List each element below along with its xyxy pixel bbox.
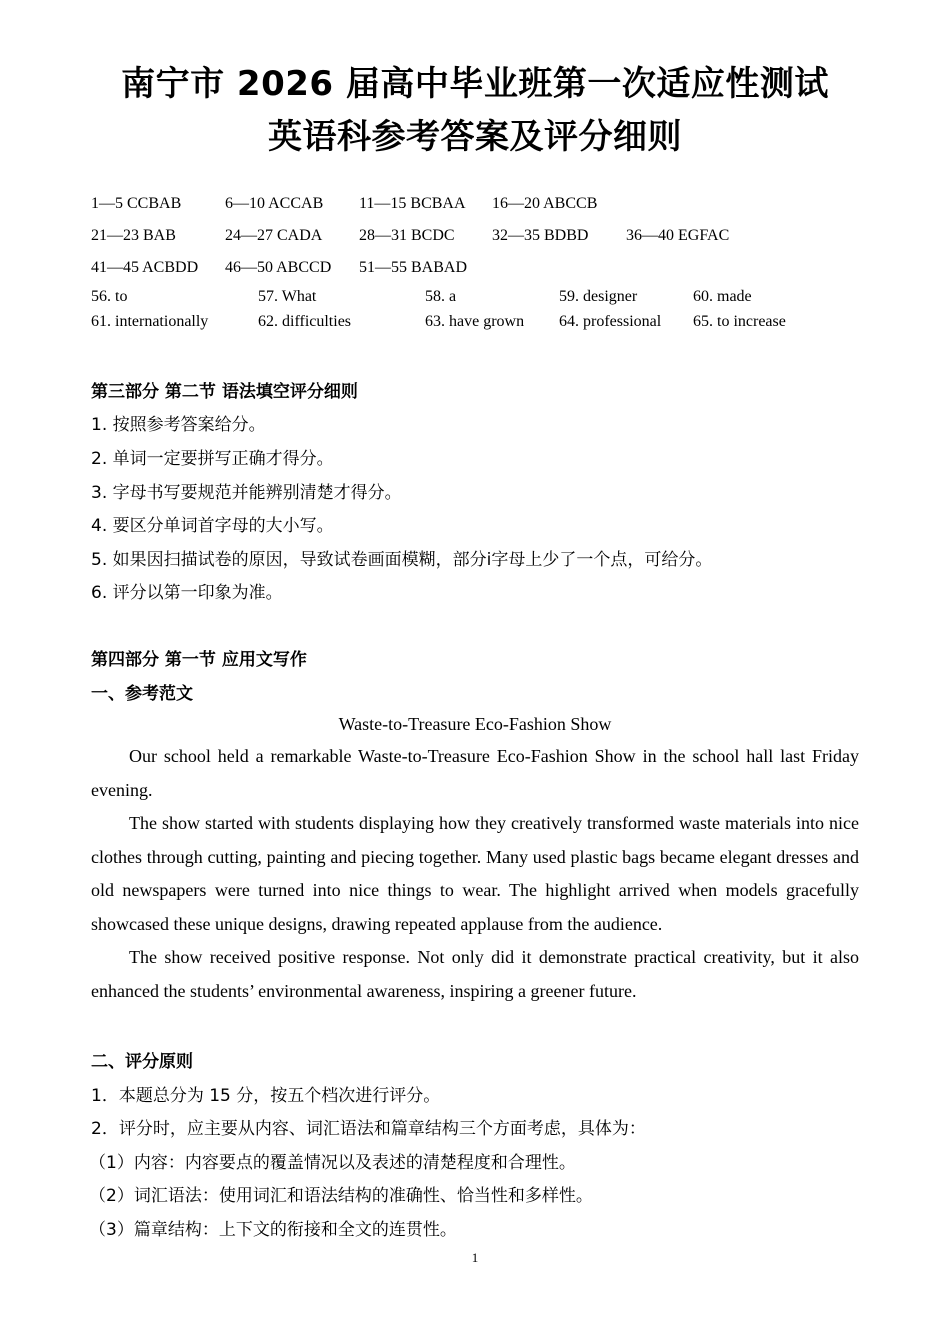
- essay-title: Waste-to-Treasure Eco-Fashion Show: [338, 714, 612, 734]
- answer-item: 57. What: [258, 288, 317, 305]
- answer-item: 65. to increase: [693, 313, 786, 330]
- page-title-line2: 英语科参考答案及评分细则: [268, 117, 682, 157]
- essay-paragraph: Our school held a remarkable Waste-to-Treasure Eco-Fashion Show in the school hall last Friday evening.: [91, 746, 859, 800]
- essay-paragraph: The show started with students displaying how they creatively transformed waste materials into nice clothes through cutting, painting and piecing together. Many used plastic bags became elegant dresses and old newspapers were turned into nice things to wear. The highlight arrived when models gracefully showcased these unique designs, drawing repeated applause from the audience.: [91, 813, 859, 934]
- grading-principles-heading: 二、评分原则: [91, 1052, 193, 1072]
- answer-item: 61. internationally: [91, 313, 209, 330]
- answer-item: 41—45 ACBDD: [91, 259, 199, 276]
- answer-item: 28—31 BCDC: [359, 227, 455, 244]
- grammar-rule: 5. 如果因扫描试卷的原因，导致试卷画面模糊，部分i字母上少了一个点，可给分。: [91, 550, 713, 570]
- answer-item: 60. made: [693, 288, 752, 305]
- answer-item: 62. difficulties: [258, 313, 352, 330]
- sample-essay-heading: 一、参考范文: [91, 684, 193, 704]
- answer-item: 64. professional: [559, 313, 662, 330]
- grammar-rule: 1. 按照参考答案给分。: [91, 415, 266, 435]
- principle-line: （1）内容：内容要点的覆盖情况以及表述的清楚程度和合理性。: [89, 1153, 576, 1173]
- answer-item: 46—50 ABCCD: [225, 259, 332, 276]
- answer-item: 56. to: [91, 288, 128, 305]
- answer-item: 58. a: [425, 288, 457, 305]
- principle-line: 2．评分时，应主要从内容、词汇语法和篇章结构三个方面考虑，具体为：: [91, 1119, 646, 1139]
- answer-item: 16—20 ABCCB: [492, 195, 598, 212]
- principle-line: （2）词汇语法：使用词汇和语法结构的准确性、恰当性和多样性。: [89, 1186, 593, 1206]
- page-number: 1: [471, 1250, 479, 1265]
- answer-item: 21—23 BAB: [91, 227, 176, 244]
- grammar-rule: 2. 单词一定要拼写正确才得分。: [91, 449, 334, 469]
- answer-item: 24—27 CADA: [225, 227, 323, 244]
- answer-item: 51—55 BABAD: [359, 259, 468, 276]
- essay-paragraph: The show received positive response. Not only did it demonstrate practical creativity, but it also enhanced the students’ environmental awareness, inspiring a greener future.: [91, 947, 859, 1001]
- answer-item: 6—10 ACCAB: [225, 195, 324, 212]
- answer-item: 11—15 BCBAA: [359, 195, 466, 212]
- grammar-section-heading: 第三部分 第二节 语法填空评分细则: [91, 382, 358, 402]
- principle-line: （3）篇章结构：上下文的衔接和全文的连贯性。: [89, 1220, 457, 1240]
- answer-item: 63. have grown: [425, 313, 525, 330]
- answer-item: 32—35 BDBD: [492, 227, 589, 244]
- answer-item: 1—5 CCBAB: [91, 195, 182, 212]
- answer-item: 59. designer: [559, 288, 638, 305]
- page-title-line1: 南宁市 2026 届高中毕业班第一次适应性测试: [121, 64, 829, 104]
- grammar-rule: 4. 要区分单词首字母的大小写。: [91, 516, 334, 536]
- grammar-rule: 3. 字母书写要规范并能辨别清楚才得分。: [91, 483, 402, 503]
- grammar-rule: 6. 评分以第一印象为准。: [91, 583, 283, 603]
- writing-section-heading: 第四部分 第一节 应用文写作: [91, 650, 307, 670]
- answer-item: 36—40 EGFAC: [626, 227, 730, 244]
- principle-line: 1．本题总分为 15 分，按五个档次进行评分。: [91, 1086, 441, 1106]
